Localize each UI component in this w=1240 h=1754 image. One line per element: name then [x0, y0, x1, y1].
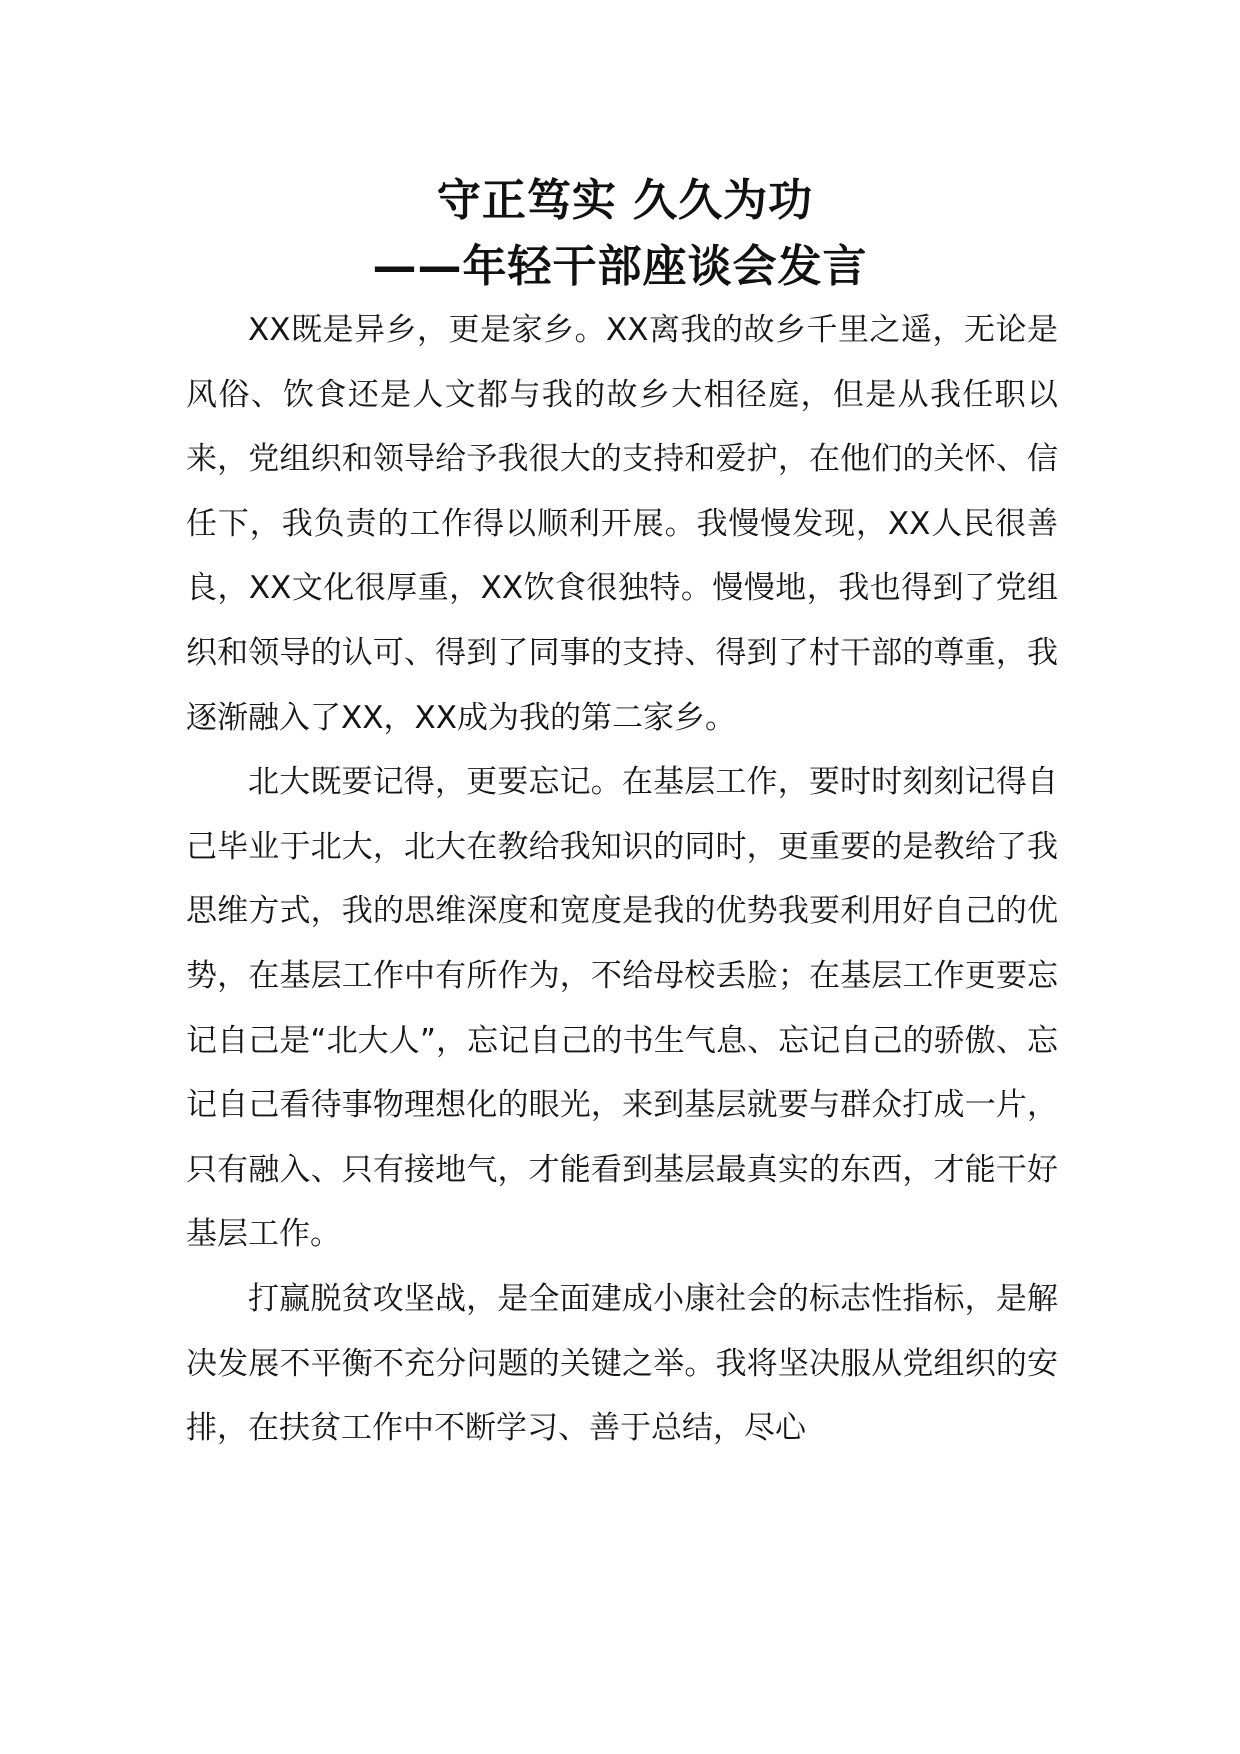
paragraph-1: XX既是异乡，更是家乡。XX离我的故乡千里之遥，无论是风俗、饮食还是人文都与我的故乡大相径庭，但是从我任职以来，党组织和领导给予我很大的支持和爱护，在他们的关怀、信任下，我负责的工作得以顺利开展。我慢慢发现，XX人民很善良，XX文化很厚重，XX饮食很独特。慢慢地，我也得到了党组织和领导的认可、得到了同事的支持、得到了村干部的尊重，我逐渐融入了XX，XX成为我的第二家乡。 [186, 312, 1058, 736]
document-body [186, 298, 1058, 1461]
paragraph-3: 打赢脱贫攻坚战，是全面建成小康社会的标志性指标，是解决发展不平衡不充分问题的关键之举。我将坚决服从党组织的安排，在扶贫工作中不断学习、善于总结，尽心 [186, 1280, 1058, 1447]
document-subtitle: ——年轻干部座谈会发言 [372, 241, 868, 292]
paragraph-2: 北大既要记得，更要忘记。在基层工作，要时时刻刻记得自己毕业于北大，北大在教给我知识的同时，更重要的是教给了我思维方式，我的思维深度和宽度是我的优势我要利用好自己的优势，在基层工作中有所作为，不给母校丢脸；在基层工作更要忘记自己是“北大人”，忘记自己的书生气息、忘记自己的骄傲、忘记自己看待事物理想化的眼光，来到基层就要与群众打成一片，只有融入、只有接地气，才能看到基层最真实的东西，才能干好基层工作。 [186, 764, 1058, 1253]
document-title: 守正笃实 久久为功 [436, 175, 814, 226]
title-block [0, 168, 1240, 300]
